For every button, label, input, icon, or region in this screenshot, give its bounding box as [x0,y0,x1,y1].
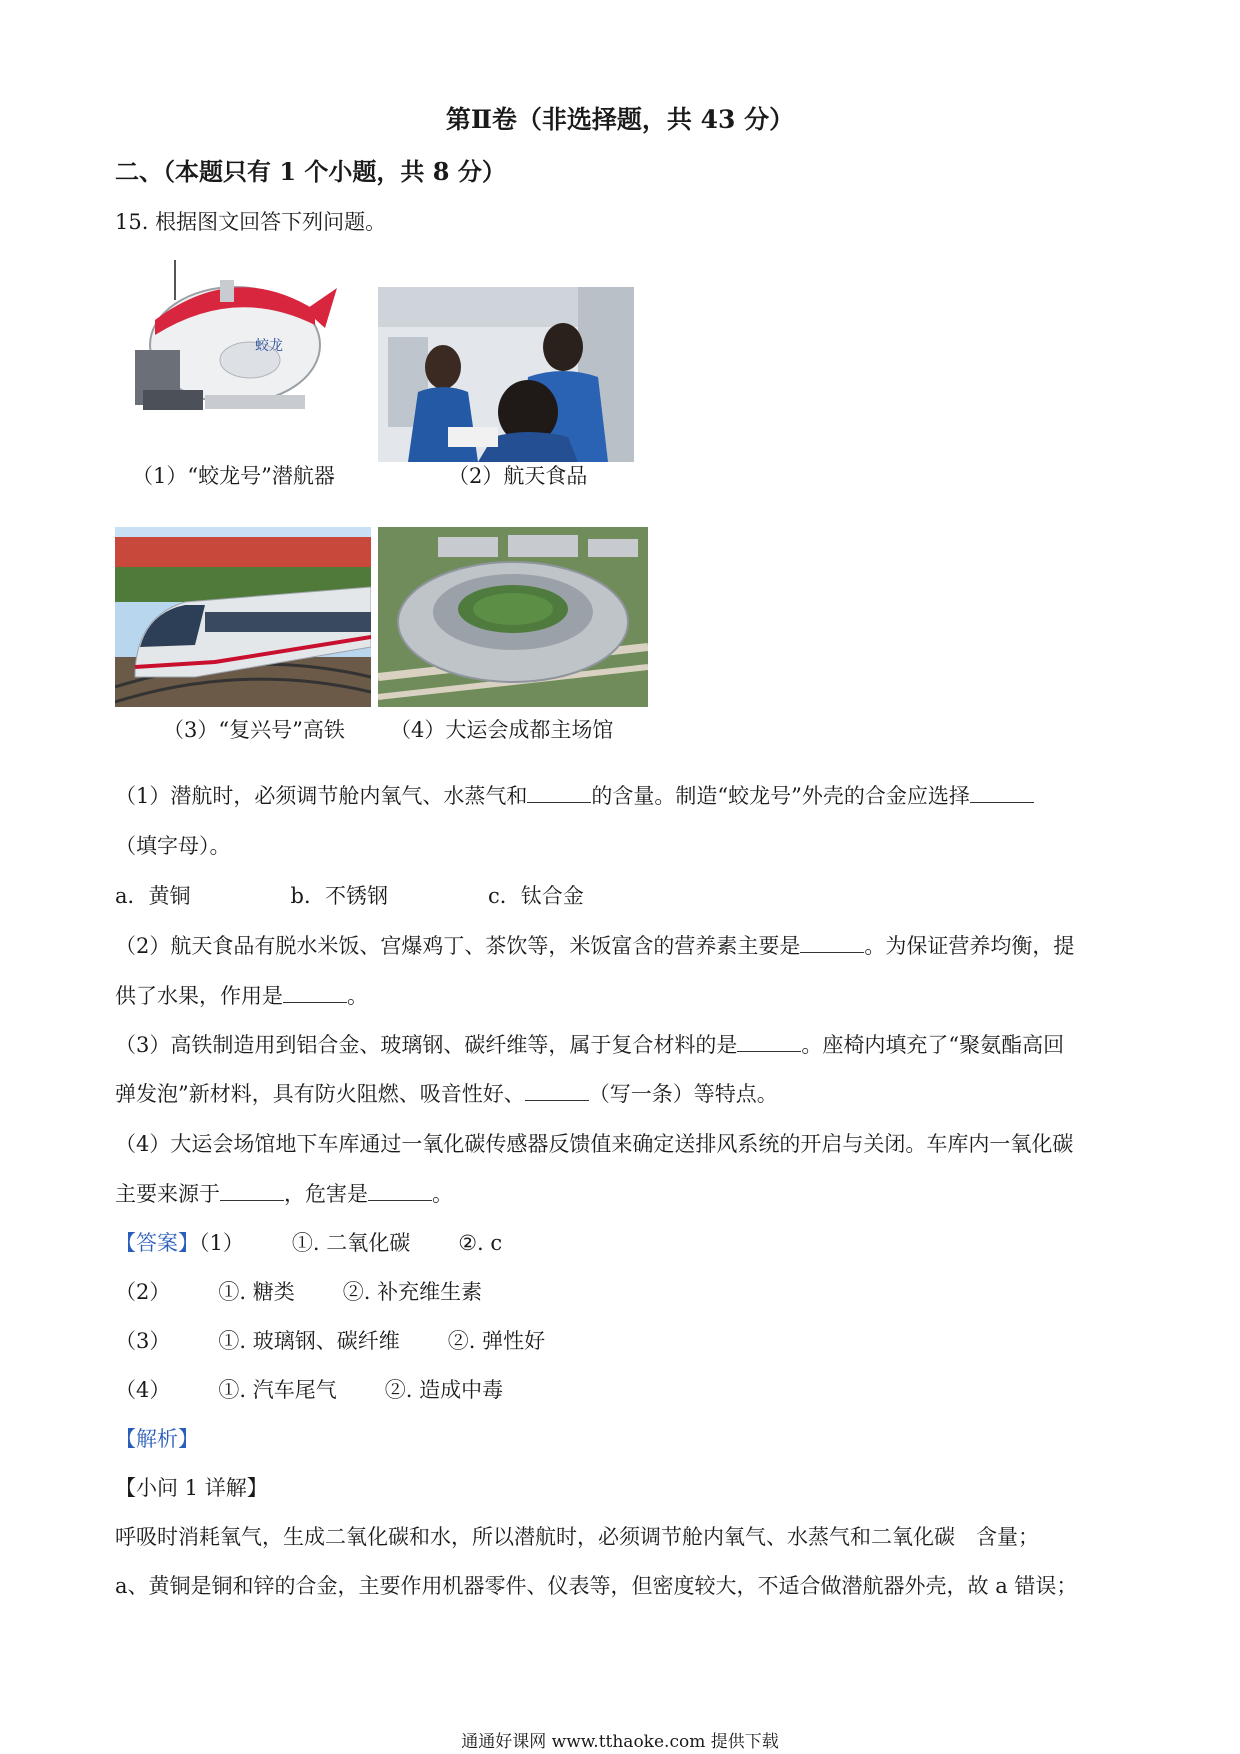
q3-blank-1 [737,1033,801,1052]
q4-line2 [115,1178,453,1208]
q3-text-d: （写一条）等特点。 [588,1082,778,1106]
submarine-image [115,240,345,440]
svg-text:蛟龙: 蛟龙 [255,337,283,353]
answer-1b: ②. c [458,1231,503,1255]
answer-row-4 [115,1374,503,1404]
analysis-label: 【解析】 [115,1427,199,1451]
q3-line2 [115,1078,778,1108]
q2-blank-2 [283,984,347,1003]
q4-text-c: 。 [432,1182,453,1206]
option-b: b．不锈钢 [290,884,388,908]
answer-4a: ①. 汽车尾气 [218,1378,337,1402]
astronauts-image [378,287,634,462]
q1-text-b: 的含量。制造“蛟龙号”外壳的合金应选择 [591,784,970,808]
figure-caption-3: （3）“复兴号”高铁 [163,718,345,742]
figure-caption-2: （2）航天食品 [448,464,588,488]
q2-line2 [115,980,368,1010]
analysis-line-2: a、黄铜是铜和锌的合金，主要作用机器零件、仪表等，但密度较大，不适合做潜航器外壳，故 a 错误； [115,1574,1078,1598]
answer-2b: ②. 补充维生素 [342,1280,483,1304]
q2-blank-1 [800,934,864,953]
q4-line1: （4）大运会场馆地下车库通过一氧化碳传感器反馈值来确定送排风系统的开启与关闭。车库内一氧化碳 [115,1132,1074,1156]
q2-text-a: （2）航天食品有脱水米饭、宫爆鸡丁、茶饮等，米饭富含的营养素主要是 [115,934,801,958]
q3-text-c: 弹发泡”新材料，具有防火阻燃、吸音性好、 [115,1082,525,1106]
question-intro: 15. 根据图文回答下列问题。 [115,210,387,234]
q1-line1 [115,780,1034,810]
answer-row-1 [115,1227,502,1257]
answer-4b: ②. 造成中毒 [384,1378,504,1402]
q4-blank-1 [220,1182,284,1201]
figure-caption-1: （1）“蛟龙号”潜航器 [132,464,335,488]
answer-3b: ②. 弹性好 [447,1329,546,1353]
answer-num-3: （3） [115,1329,171,1353]
q3-text-b: 。座椅内填充了“聚氨酯高回 [801,1033,1065,1057]
q2-text-b: 。为保证营养均衡，提 [864,934,1075,958]
q1-options [115,880,584,910]
answer-num-2: （2） [115,1280,171,1304]
q4-text-a: 主要来源于 [115,1182,220,1206]
q2-text-c: 供了水果，作用是 [115,984,283,1008]
q3-line1 [115,1029,1064,1059]
analysis-line-1: 呼吸时消耗氧气，生成二氧化碳和水，所以潜航时，必须调节舱内氧气、水蒸气和二氧化碳 含量； [115,1525,1039,1549]
answer-label: 【答案】 [115,1231,199,1255]
analysis-sub-label: 【小问 1 详解】 [115,1476,268,1500]
q3-blank-2 [525,1082,589,1101]
q4-text-b: ，危害是 [284,1182,368,1206]
figure-caption-4: （4）大运会成都主场馆 [390,718,614,742]
q1-text-a: （1）潜航时，必须调节舱内氧气、水蒸气和 [115,784,528,808]
section-heading: 二、（本题只有 1 个小题，共 8 分） [115,157,506,186]
option-c: c．钛合金 [487,884,584,908]
answer-num-1: （1） [199,1231,244,1255]
page-title: 第Ⅱ卷（非选择题，共 43 分） [445,105,795,134]
answer-2a: ①. 糖类 [218,1280,295,1304]
q1-line2: （填字母）。 [115,834,231,858]
q2-text-d: 。 [347,984,368,1008]
option-a: a．黄铜 [115,884,191,908]
q1-blank-2 [970,784,1034,803]
answer-num-4: （4） [115,1378,171,1402]
q1-blank-1 [527,784,591,803]
answer-1a: ①. 二氧化碳 [291,1231,411,1255]
stadium-image [378,527,648,707]
q3-text-a: （3）高铁制造用到铝合金、玻璃钢、碳纤维等，属于复合材料的是 [115,1033,738,1057]
page-footer: 通通好课网 www.tthaoke.com 提供下载 [461,1732,779,1752]
q2-line1 [115,930,1074,960]
train-image [115,527,371,707]
q4-blank-2 [368,1182,432,1201]
answer-row-3 [115,1325,545,1355]
answer-row-2 [115,1276,482,1306]
answer-3a: ①. 玻璃钢、碳纤维 [218,1329,400,1353]
